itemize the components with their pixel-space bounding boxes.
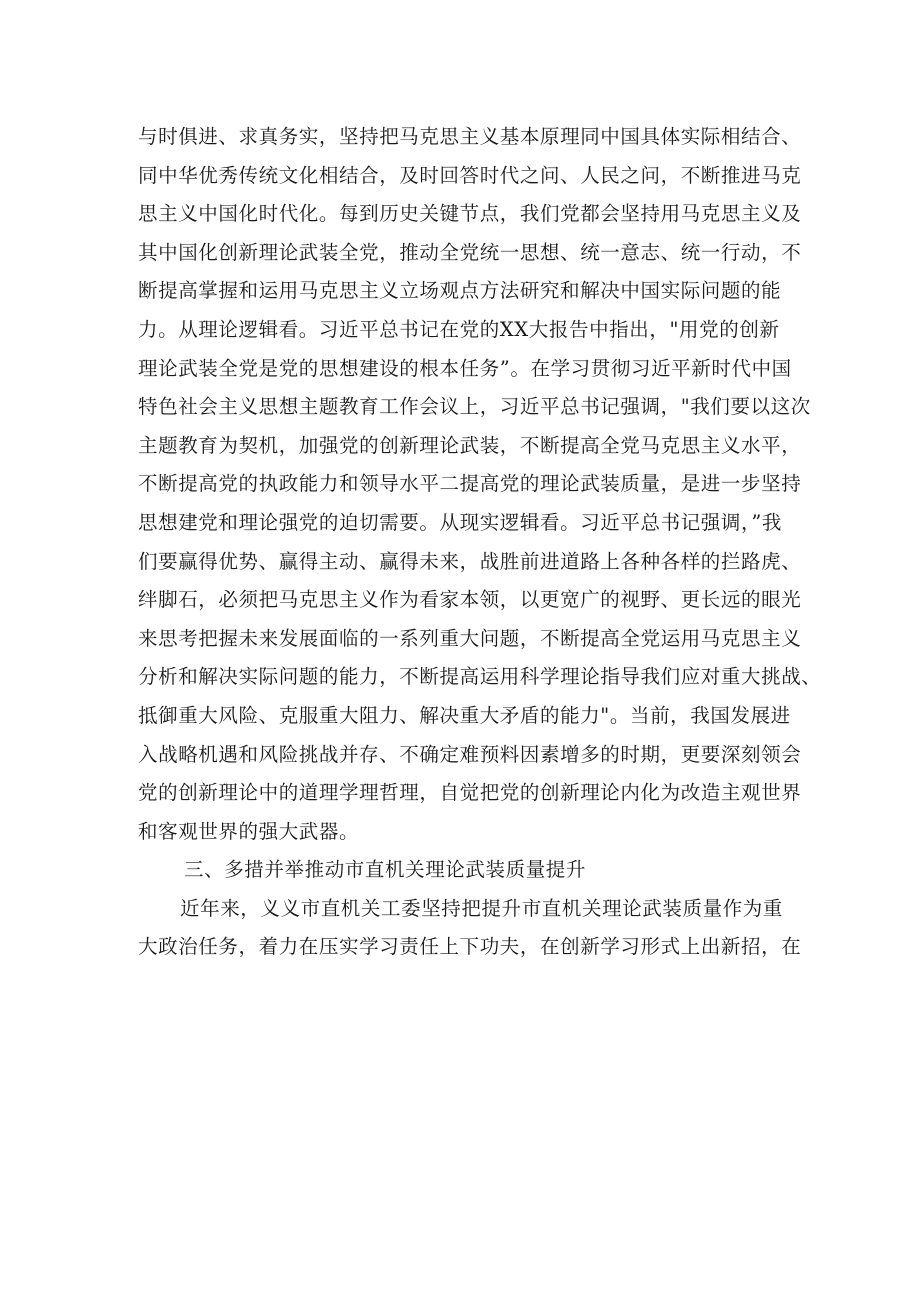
paragraph-line: 力。从理论逻辑看。习近平总书记在党的XX大报告中指出，"用党的创新 [138,317,780,341]
paragraph-1 [138,118,822,851]
paragraph-line: 不断提高党的执政能力和领导水平二提高党的理论武装质量，是进一步坚持 [138,472,802,496]
paragraph-line: 大政治任务，着力在压实学习责任上下功夫，在创新学习形式上出新招，在 [138,935,802,959]
paragraph-2 [138,890,802,967]
paragraph-line: 思主义中国化时代化。每到历史关键节点，我们党都会坚持用马克思主义及 [138,202,802,226]
paragraph-line: 党的创新理论中的道理学理哲理，自觉把党的创新理论内化为改造主观世界 [138,781,802,805]
paragraph-line: 绊脚石，必须把马克思主义作为看家本领，以更宽广的视野、更长远的眼光 [138,588,802,612]
paragraph-line: 近年来，义义市直机关工委坚持把提升市直机关理论武装质量作为重 [180,896,784,920]
paragraph-line: 分析和解决实际问题的能力，不断提高运用科学理论指导我们应对重大挑战、 [138,665,822,689]
paragraph-line: 特色社会主义思想主题教育工作会议上，习近平总书记强调，"我们要以这次 [138,395,811,419]
document-body [138,118,822,967]
paragraph-line: 其中国化创新理论武装全党，推动全党统一思想、统一意志、统一行动，不 [138,240,802,264]
paragraph-line: 理论武装全党是党的思想建设的根本任务”。在学习贯彻习近平新时代中国 [138,356,792,380]
paragraph-line: 们要赢得优势、赢得主动、赢得未来，战胜前进道路上各种各样的拦路虎、 [138,549,802,573]
paragraph-line: 抵御重大风险、克服重大阻力、解决重大矛盾的能力"。当前，我国发展进 [138,703,791,727]
paragraph-line: 与时俱进、求真务实，坚持把马克思主义基本原理同中国具体实际相结合、 [138,125,802,148]
section-heading-text: 三、多措并举推动市直机关理论武装质量提升 [184,858,587,882]
paragraph-line: 来思考把握未来发展面临的一系列重大问题，不断提高全党运用马克思主义 [138,626,802,650]
paragraph-line: 思想建党和理论强党的迫切需要。从现实逻辑看。习近平总书记强调，”我 [138,510,783,534]
paragraph-line: 主题教育为契机，加强党的创新理论武装，不断提高全党马克思主义水平， [138,433,802,457]
paragraph-line: 和客观世界的强大武器。 [138,819,360,843]
paragraph-line: 断提高掌握和运用马克思主义立场观点方法研究和解决中国实际问题的能 [138,279,782,303]
paragraph-line: 入战略机遇和风险挑战并存、不确定难预料因素增多的时期，更要深刻领会 [138,742,802,766]
paragraph-line: 同中华优秀传统文化相结合，及时回答时代之问、人民之问，不断推进马克 [138,163,802,187]
section-heading [138,851,798,890]
